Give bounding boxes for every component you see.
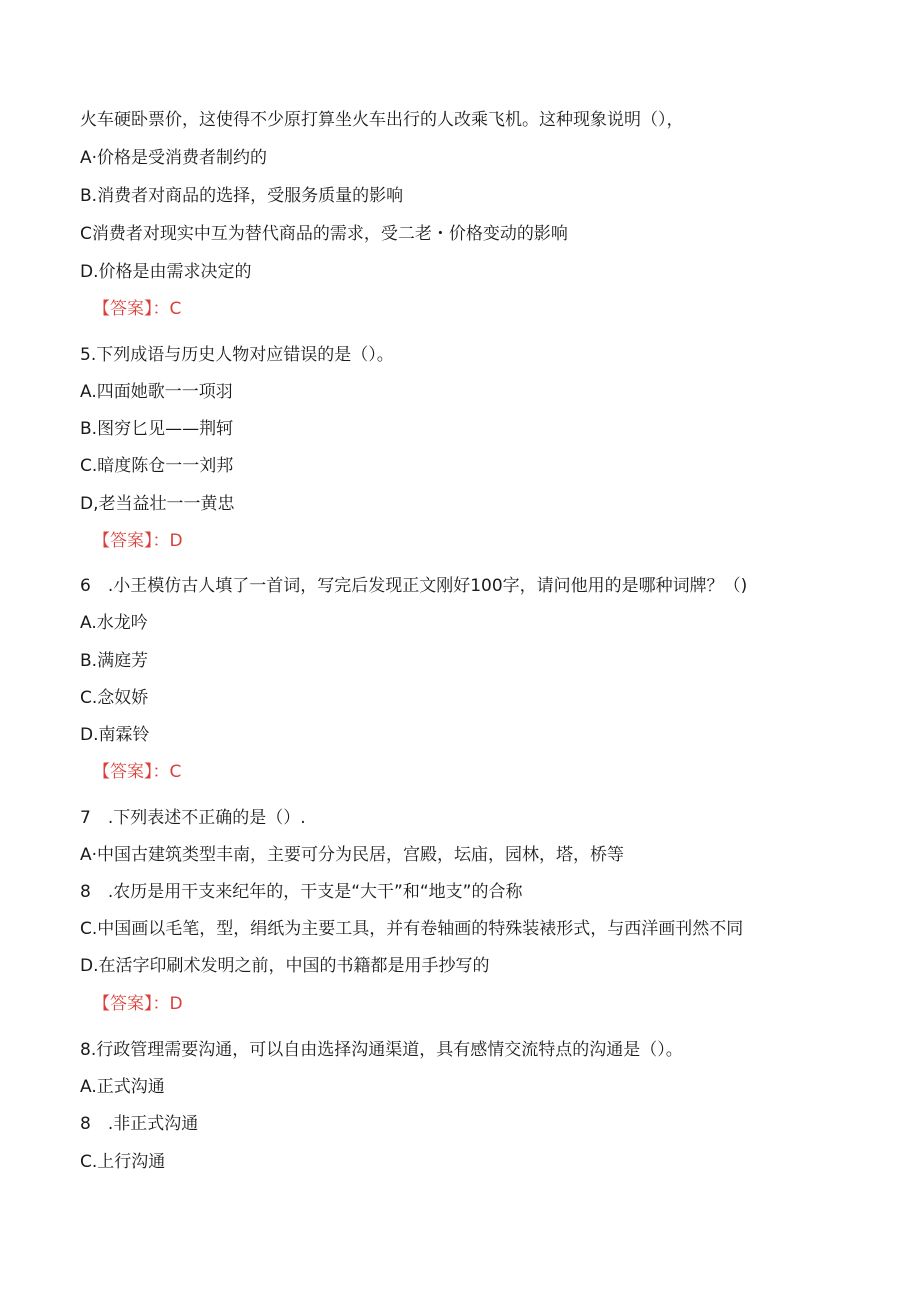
answer-label: 【答案】：D	[93, 994, 183, 1014]
option-b: B.满庭芳	[80, 651, 149, 671]
answer-label: 【答案】：C	[93, 299, 182, 319]
option-a: A.水龙吟	[80, 613, 148, 633]
question-8-stem: 8.行政管理需要沟通，可以自由选择沟通渠道，具有感情交流特点的沟通是（）。	[80, 1040, 683, 1060]
answer-label: 【答案】：D	[93, 531, 183, 551]
question-7-stem: 7 .下列表述不正确的是（）.	[80, 808, 306, 828]
option-d: D,老当益壮一一黄忠	[80, 494, 235, 514]
option-c: C.暗度陈仓一一刘邦	[80, 456, 234, 476]
option-b: 8 .非正式沟通	[80, 1114, 199, 1134]
option-a: A.正式沟通	[80, 1077, 165, 1097]
option-d: D.南霖铃	[80, 725, 150, 745]
option-b: 8 .农历是用干支来纪年的，干支是“大干”和“地支”的合称	[80, 882, 523, 902]
option-c: C消费者对现实中互为替代商品的需求，受二老・价格变动的影响	[80, 224, 568, 244]
answer-label: 【答案】：C	[93, 762, 182, 782]
option-a: A.四面她歌一一项羽	[80, 382, 233, 402]
option-c: C.念奴娇	[80, 688, 149, 708]
option-c: C.上行沟通	[80, 1152, 166, 1172]
option-d: D.价格是由需求决定的	[80, 262, 252, 282]
option-b: B.图穷匕见——荆轲	[80, 419, 234, 439]
option-a: A·价格是受消费者制约的	[80, 148, 268, 168]
option-c: C.中国画以毛笔，型，绢纸为主要工具，并有卷轴画的特殊装裱形式，与西洋画刊然不同	[80, 919, 744, 939]
option-d: D.在活字印刷术发明之前，中国的书籍都是用手抄写的	[80, 956, 490, 976]
question-stem-text: 火车硬卧票价，这使得不少原打算坐火车出行的人改乘飞机。这种现象说明（），	[80, 110, 684, 130]
question-5-stem: 5.下列成语与历史人物对应错误的是（）。	[80, 345, 394, 365]
question-6-stem: 6 .小王模仿古人填了一首词，写完后发现正文刚好100字，请问他用的是哪种词牌？（)	[80, 576, 748, 596]
option-a: A·中国古建筑类型丰南，主要可分为民居，宫殿，坛庙，园林，塔，桥等	[80, 845, 625, 865]
option-b: B.消费者对商品的选择，受服务质量的影响	[80, 186, 404, 206]
